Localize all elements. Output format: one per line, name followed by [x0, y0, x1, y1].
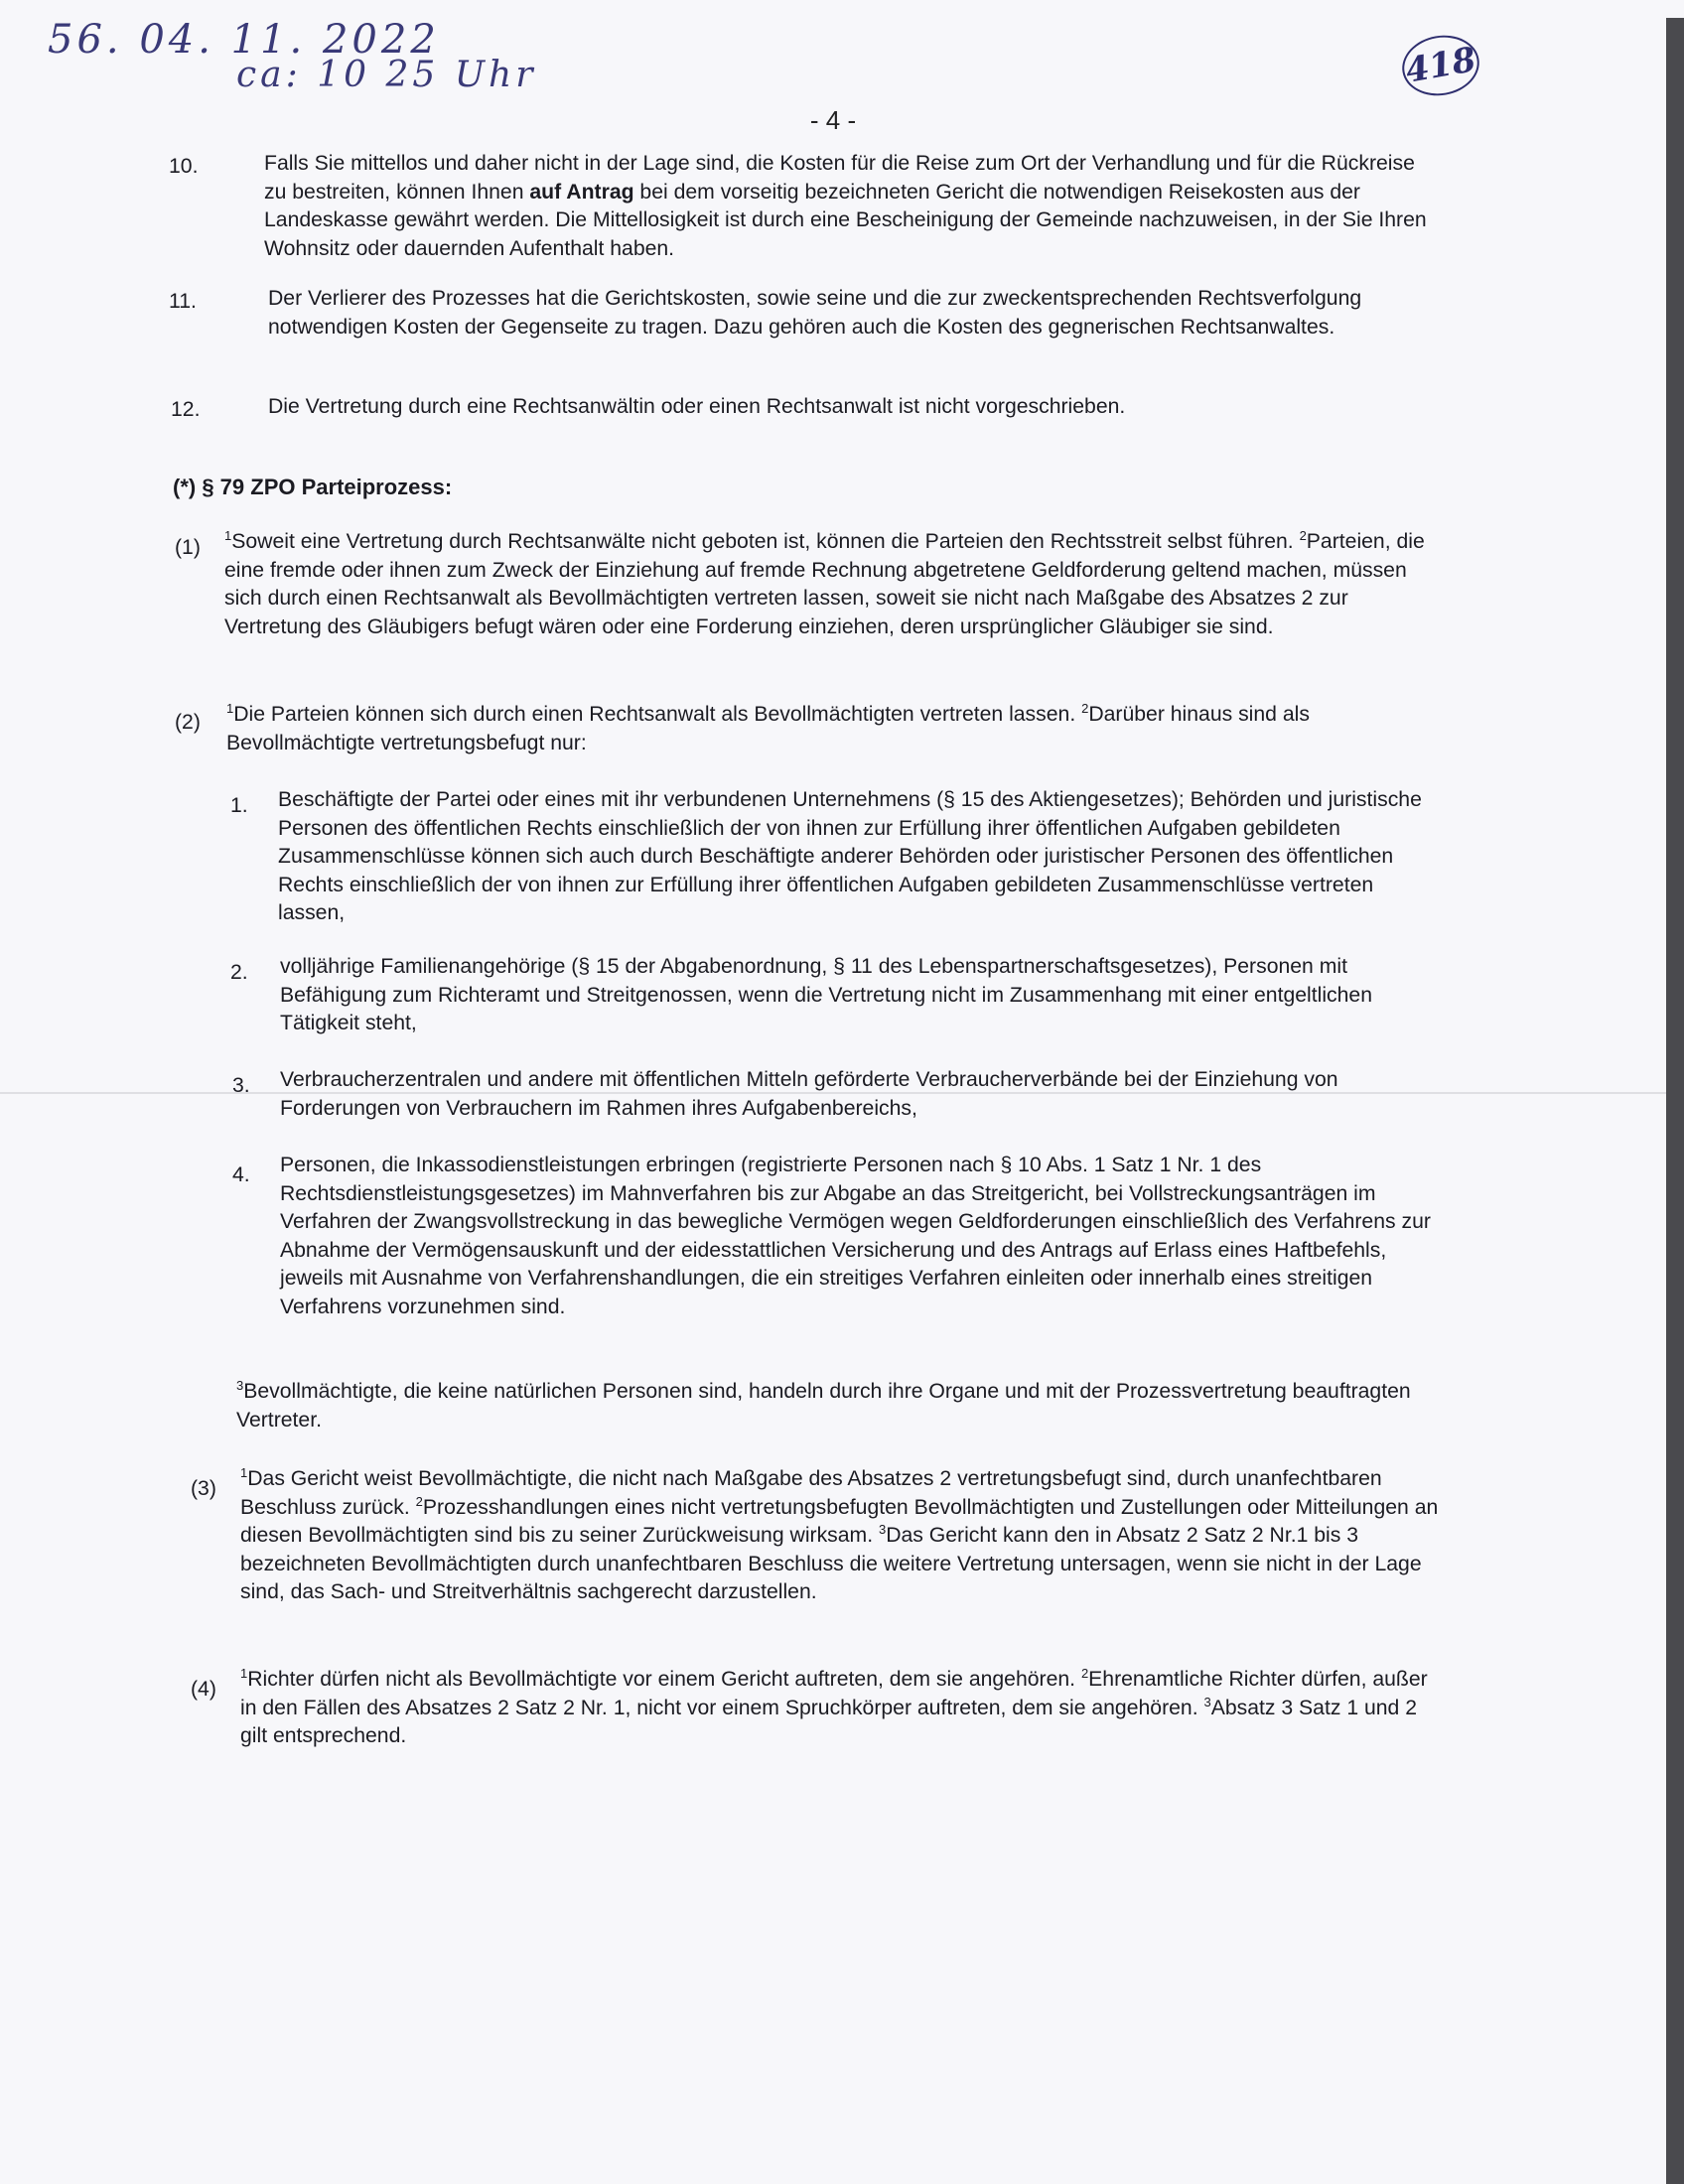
paragraph-number: (2)	[175, 711, 201, 734]
subitem-2-text: volljährige Familienangehörige (§ 15 der Abgabenordnung, § 11 des Lebenspartnerschaftsgesetzes), Personen mit Befähigung zum Richteramt und Streitgenossen, wenn die Vertretung nicht im Zusammenhang mit einer entgeltlichen Tätigkeit steht,	[280, 955, 1373, 1034]
paragraph-number: (4)	[191, 1678, 216, 1701]
scanner-edge-corner	[1666, 0, 1684, 18]
handwritten-time: ca: 10 25 Uhr	[236, 55, 537, 95]
page-number: - 4 -	[809, 105, 857, 135]
section-heading: (*) § 79 ZPO Parteiprozess:	[173, 475, 453, 499]
paragraph-2-sentence-3: $^3$Bevollmächtigte, die keine natürlichen Personen sind, handeln durch ihre Organe und mit der Prozessvertretung beauftragten Vertreter.	[236, 1378, 1411, 1432]
paragraph-3-text: $^1$Das Gericht weist Bevollmächtigte, die nicht nach Maßgabe des Absatzes 2 vertretungsbefugt sind, durch unanfechtbaren Beschluss zurück. $^2$Prozesshandlungen eines nicht vertretungsbefugten Bevollmächtigten und Zustellungen oder Mitteilungen an diesen Bevollmächtigten sind bis zu seiner Zurückweisung wirksam. $^3$Das Gericht kann den in Absatz 2 Satz 2 Nr.1 bis 3 bezeichneten Bevollmächtigten durch unanfechtbaren Beschluss die weitere Vertretung untersagen, wenn sie nicht in der Lage sind, das Sach- und Streitverhältnis sachgerecht darzustellen.	[240, 1465, 1439, 1603]
item-12-text: Die Vertretung durch eine Rechtsanwältin oder einen Rechtsanwalt ist nicht vorgeschrieben.	[268, 395, 1126, 418]
item-10-text: Falls Sie mittellos und daher nicht in der Lage sind, die Kosten für die Reise zum Ort der Verhandlung und für die Rückreise zu bestreiten, können Ihnen auf Antrag bei dem vorseitig bezeichneten Gericht die notwendigen Reisekosten aus der Landeskasse gewährt werden. Die Mittellosigkeit ist durch eine Bescheinigung der Gemeinde nachzuweisen, in der Sie Ihren Wohnsitz oder dauernden Aufenthalt haben.	[264, 152, 1427, 260]
subitem-4-text: Personen, die Inkassodienstleistungen erbringen (registrierte Personen nach § 10 Abs. 1 Satz 1 Nr. 1 des Rechtsdienstleistungsgesetzes) im Mahnverfahren bis zur Abgabe an das Streitgericht, bei Vollstreckungsanträgen im Verfahren der Zwangsvollstreckung in das bewegliche Vermögen wegen Geldforderungen einschließlich des Verfahrens zur Abnahme der Vermögensauskunft und der eidesstattlichen Versicherung und des Antrags auf Erlass eines Haftbefehls, jeweils mit Ausnahme von Verfahrenshandlungen, die ein streitiges Verfahren einleiten oder innerhalb eines streitigen Verfahrens vorzunehmen sind.	[280, 1154, 1431, 1318]
item-number: 10.	[169, 155, 199, 178]
subitem-3-text: Verbraucherzentralen und andere mit öffentlichen Mitteln geförderte Verbraucherverbände bei der Einziehung von Forderungen von Verbrauchern im Rahmen ihres Aufgabenbereichs,	[280, 1068, 1338, 1120]
subitem-number: 4.	[232, 1163, 250, 1186]
subitem-number: 2.	[230, 961, 248, 984]
item-11-text: Der Verlierer des Prozesses hat die Gerichtskosten, sowie seine und die zur zweckentsprechenden Rechtsverfolgung notwendigen Kosten der Gegenseite zu tragen. Dazu gehören auch die Kosten des gegnerischen Rechtsanwaltes.	[268, 287, 1362, 339]
paragraph-4-text: $^1$Richter dürfen nicht als Bevollmächtigte vor einem Gericht auftreten, dem sie angehören. $^2$Ehrenamtliche Richter dürfen, außer in den Fällen des Absatzes 2 Satz 2 Nr. 1, nicht vor einem Spruchkörper auftreten, dem sie angehören. $^3$Absatz 3 Satz 1 und 2 gilt entsprechend.	[240, 1666, 1428, 1747]
item-number: 12.	[171, 398, 201, 421]
scanner-edge	[1666, 0, 1684, 2184]
item-number: 11.	[169, 290, 197, 313]
paragraph-2-text: $^1$Die Parteien können sich durch einen Rechtsanwalt als Bevollmächtigten vertreten lassen. $^2$Darüber hinaus sind als Bevollmächtigte vertretungsbefugt nur:	[226, 701, 1310, 754]
subitem-1-text: Beschäftigte der Partei oder eines mit ihr verbundenen Unternehmens (§ 15 des Aktiengesetzes); Behörden und juristische Personen des öffentlichen Rechts einschließlich der von ihnen zur Erfüllung ihrer öffentlichen Aufgaben gebildeten Zusammenschlüsse können sich auch durch Beschäftigte anderer Behörden oder juristischer Personen des öffentlichen Rechts einschließlich der von ihnen zur Erfüllung ihrer öffentlichen Aufgaben gebildeten Zusammenschlüsse vertreten lassen,	[278, 788, 1422, 924]
bold-phrase: auf Antrag	[529, 180, 634, 204]
paragraph-1-text: $^1$Soweit eine Vertretung durch Rechtsanwälte nicht geboten ist, können die Parteien den Rechtsstreit selbst führen. $^2$Parteien, die eine fremde oder ihnen zum Zweck der Einziehung auf fremde Rechnung abgetretene Geldforderung geltend machen, müssen sich durch einen Rechtsanwalt als Bevollmächtigten vertreten lassen, soweit sie nicht nach Maßgabe des Absatzes 2 zur Vertretung des Gläubigers befugt wären oder eine Forderung einziehen, deren ursprünglicher Gläubiger sie sind.	[224, 528, 1425, 638]
paragraph-number: (1)	[175, 536, 201, 559]
paragraph-number: (3)	[191, 1477, 216, 1500]
handwritten-date: 56. 04. 11. 2022	[48, 17, 440, 63]
handwritten-note	[48, 17, 537, 95]
page-stamp: 418	[1397, 30, 1483, 102]
subitem-number: 3.	[232, 1074, 250, 1097]
subitem-number: 1.	[230, 794, 248, 817]
